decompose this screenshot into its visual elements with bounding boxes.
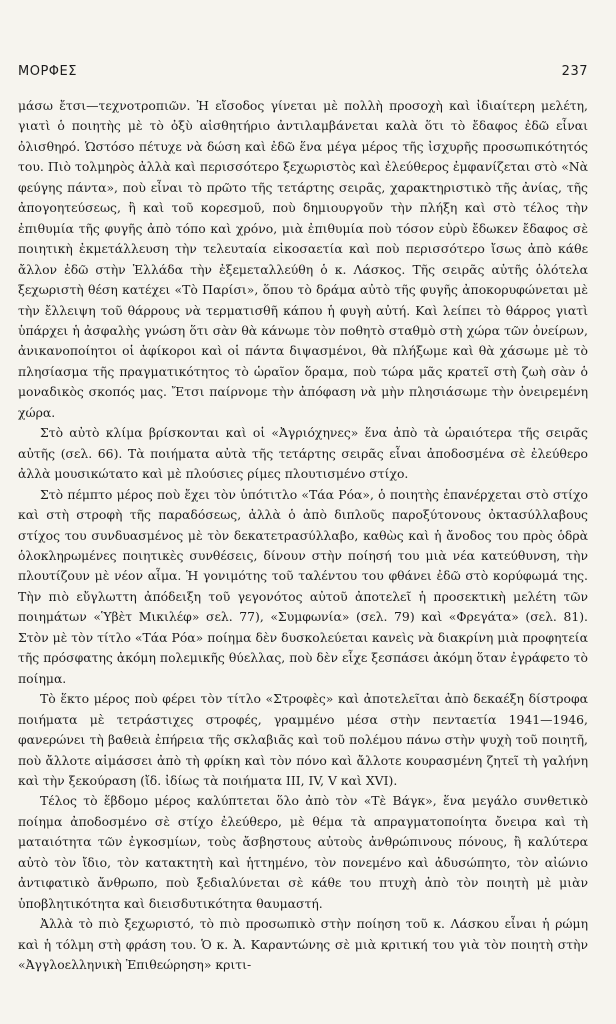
- paragraph-4: Τὸ ἕκτο μέρος ποὺ φέρει τὸν τίτλο «Στροφὲς» καὶ ἀποτελεῖται ἀπὸ δεκαέξη δίστροφα ποιήματα μὲ τετράστιχες στροφές, γραμμένο μέσα στὴν πενταετία 1941—1946, φανερώνει τὴ βαθειὰ ἐπήρεια τῆς σκλαβιᾶς καὶ τοῦ πολέμου πάνω στὴν ψυχὴ τοῦ ποιητῆ, ποὺ ἄλλοτε αἱμάσσει ἀπὸ τὴ φρίκη καὶ τὸν πόνο καὶ ἄλλοτε κουρασμένη ζητεῖ τὴ γαλήνη καὶ τὴν ξεκούραση (ἴδ. ἰδίως τὰ ποιήματα III, IV, V καὶ XVI).: [18, 691, 588, 788]
- journal-title: ΜΟΡΦΕΣ: [18, 64, 77, 79]
- page-number: 237: [561, 64, 588, 79]
- paragraph-1: μάσω ἔτσι—τεχνοτροπιῶν. Ἡ εἴσοδος γίνεται μὲ πολλὴ προσοχὴ καὶ ἰδιαίτερη μελέτη, γιατὶ ὁ ποιητὴς μὲ τὸ ὀξὺ αἰσθητήριο ἀντιλαμβάνεται καλὰ ὅτι τὸ ἔδαφος ἐδῶ εἶναι ὀλισθηρό. Ὡστόσο πέτυχε νὰ δώση καὶ ἐδῶ ἕνα μέγα μέρος τῆς ἰσχυρῆς προσωπικότητός του. Πιὸ τολμηρὸς ἀλλὰ καὶ περισσότερο ξεχωριστὸς καὶ ἐλεύθερος ἐμφανίζεται στὸ «Νὰ φεύγης πάντα», ποὺ εἶναι τὸ πρῶτο τῆς τετάρτης σειρᾶς, χαρακτηριστικὸ τῆς ἀνίας, τῆς ἀπογοητεύσεως, ἢ καὶ τοῦ κορεσμοῦ, ποὺ δημιουργοῦν τὴν πλήξη καὶ στὸ τέλος τὴν ἐπιθυμία τῆς φυγῆς ἀπὸ τόπο καὶ χρόνο, μιὰ ἐπιθυμία ποὺ τόσον εὐρὺ ἔδωκεν ἔδαφος σὲ ποιητικὴ ἐκμετάλλευση τὴν τελευταία εἰκοσαετία καὶ ποὺ περισσότερο ἴσως ἀπὸ κάθε ἄλλον ἐδῶ στὴν Ἑλλάδα τὴν ἐξεμεταλλεύθη ὁ κ. Λάσκος. Τῆς σειρᾶς αὐτῆς ὁλότελα ξεχωριστὴ θέση κατέχει «Τὸ Παρίσι», ὅπου τὸ δράμα αὐτὸ τῆς φυγῆς ἀποκορυφώνεται μὲ τὴν ἔλλειψη τοῦ θάρρους νὰ τερματισθῆ κάπου ἡ φυγὴ αὐτή. Καὶ λείπει τὸ θάρρος γιατὶ ὑπάρχει ἡ ἀσφαλὴς γνώση ὅτι σὰν θὰ κάνωμε τὸν ποθητὸ σταθμὸ στὴ χώρα τῶν ὀνείρων, ἀνικανοποίητοι οἱ ἀφίκοροι καὶ οἱ πάντα διψασμένοι, θὰ πλήξωμε καὶ θὰ χάσωμε μὲ τὸ πλησίασμα τῆς πραγματικότητος τὸ ὡραῖον ὅραμα, ποὺ τώρα μᾶς κρατεῖ στὴ ζωὴ σὰν ὁ μοναδικὸς σκοπός μας. Ἔτσι παίρνομε τὴν ἀπόφαση νὰ μὴν πλησιάσωμε τὴν ὀνειρεμένη χώρα.: [18, 98, 588, 420]
- page-header: [18, 64, 588, 79]
- paragraph-3: Στὸ πέμπτο μέρος ποὺ ἔχει τὸν ὑπότιτλο «Τάα Ρόα», ὁ ποιητὴς ἐπανέρχεται στὸ στίχο καὶ στὴ στροφὴ τῆς παραδόσεως, ἀλλὰ ὁ ἀπὸ διπλοῦς παροξύτονους ὀκτασύλλαβους στίχος του συνδυασμένος μὲ τὸν δεκατετρασύλλαβο, καθὼς καὶ ἡ ἄνοδος του πρὸς ὁδρὰ ὁλοκληρωμένες ποιητικὲς συνθέσεις, δίνουν στὴν ποίησή του μιὰ νέα κατεύθυνση, τὴν πλουτίζουν μὲ νέον αἷμα. Ἡ γονιμότης τοῦ ταλέντου του φθάνει ἐδῶ στὸ κορύφωμά της. Τὴν πιὸ εὔγλωττη ἀπόδειξη τοῦ γεγονότος αὐτοῦ ἀποτελεῖ ἡ προσεκτικὴ μελέτη τῶν ποιημάτων «Ὑβὲτ Μικιλέφ» σελ. 77), «Συμφωνία» (σελ. 79) καὶ «Φρεγάτα» (σελ. 81). Στὸν μὲ τὸν τίτλο «Τάα Ρόα» ποίημα δὲν δυσκολεύεται κανεὶς νὰ διακρίνη μιὰ προφητεία τῆς πρόσφατης ἀκόμη πολεμικῆς θύελλας, ποὺ δὲν εἶχε ξεσπάσει ἀκόμη ὅταν ἐγράφετο τὸ ποίημα.: [18, 486, 588, 686]
- paragraph-6: Ἀλλὰ τὸ πιὸ ξεχωριστό, τὸ πιὸ προσωπικὸ στὴν ποίηση τοῦ κ. Λάσκου εἶναι ἡ ρώμη καὶ ἡ τόλμη στὴ φράση του. Ὁ κ. Ἀ. Καραντώνης σὲ μιὰ κριτική του γιὰ τὸν ποιητὴ στὴν «Ἀγγλοελληνικὴ Ἐπιθεώρηση» κριτι-: [18, 916, 588, 973]
- paragraph-5: Τέλος τὸ ἕβδομο μέρος καλύπτεται ὅλο ἀπὸ τὸν «Τὲ Βάγκ», ἕνα μεγάλο συνθετικὸ ποίημα ἀποδοσμένο σὲ στίχο ἐλεύθερο, μὲ θέμα τὰ απραγματοποίητα ὄνειρα καὶ τὴ ματαιότητα τῶν ἐγκοσμίων, τοὺς ἄσβηστους αὐτοὺς ἀνθρώπινους πόνους, ἢ καλύτερα αὐτὸ τὸν ἴδιο, τὸν κατακτητὴ καὶ ἡττημένο, τὸν πονεμένο καὶ ἀδυσώπητο, τὸν αἰώνιο ἀντιφατικὸ ἄνθρωπο, ποὺ ξεδιαλύνεται σὲ κάθε του πτυχὴ ἀπὸ τὸν ποιητὴ μὲ μιὰν ὑποβλητικότητα καὶ διεισδυτικότητα θαυμαστή.: [18, 793, 588, 911]
- article-body: [18, 96, 588, 975]
- paragraph-2: Στὸ αὐτὸ κλίμα βρίσκονται καὶ οἱ «Ἀγριόχηνες» ἕνα ἀπὸ τὰ ὡραιότερα τῆς σειρᾶς αὐτῆς (σελ. 66). Τὰ ποιήματα αὐτὰ τῆς τετάρτης σειρᾶς εἶναι ἀποδοσμένα σὲ ἐλεύθερο ἀλλὰ μουσικώτατο καὶ μὲ πλούσιες ρίμες πλουτισμένο στίχο.: [18, 425, 588, 482]
